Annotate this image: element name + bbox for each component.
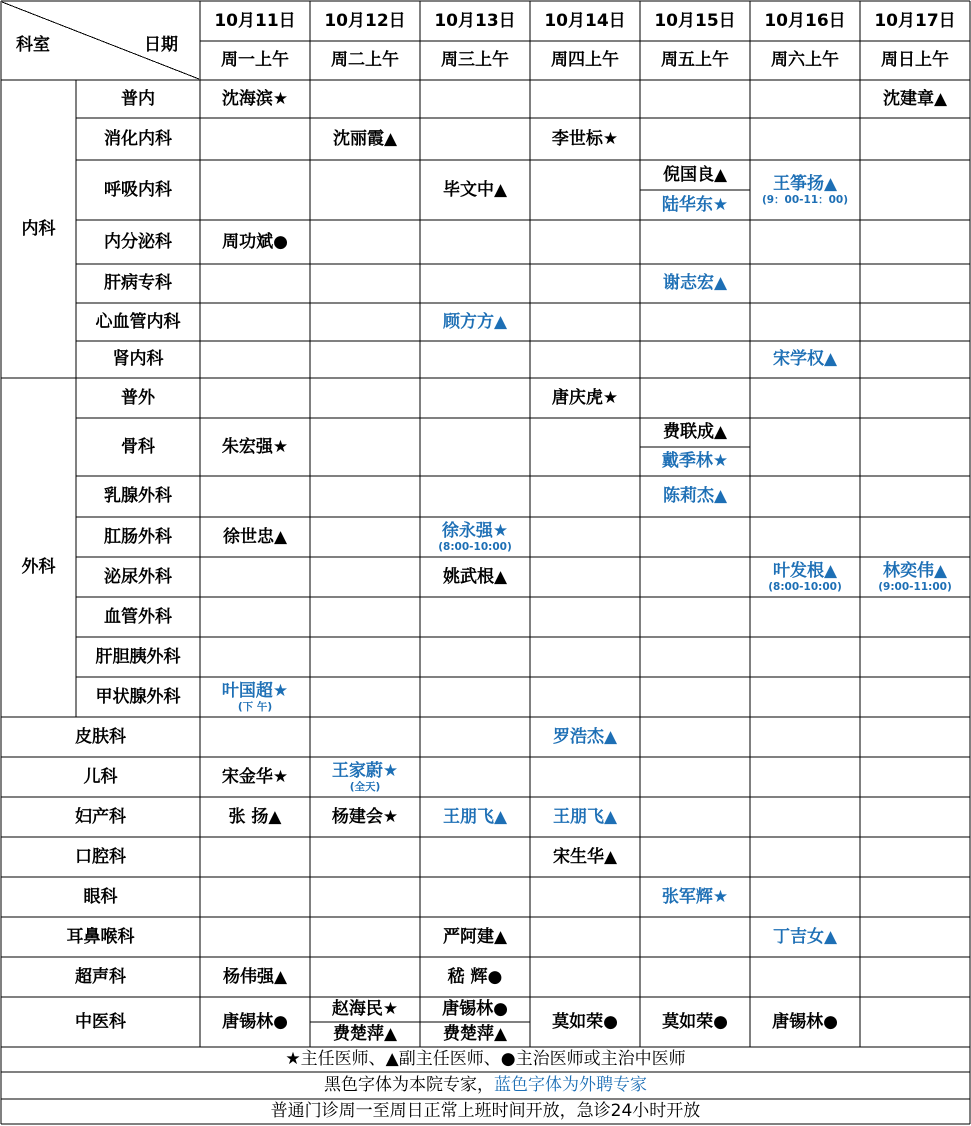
header-date: [640, 1, 750, 41]
doctor-name: 顾方方▲: [442, 311, 508, 332]
doctor-name: 周功斌●: [222, 231, 288, 252]
department-name-text: 耳鼻喉科: [66, 926, 135, 947]
doctor-name: 朱宏强★: [221, 436, 289, 457]
header-weekday: [750, 41, 860, 80]
header-weekday-text: 周二上午: [331, 50, 399, 71]
doctor-name: 莫如荣●: [552, 1011, 618, 1032]
doctor-slot: [420, 957, 530, 997]
doctor-name: 张军辉★: [661, 886, 729, 907]
doctor-slot: [640, 418, 750, 447]
doctor-name: 唐锡林●: [442, 999, 508, 1020]
doctor-name: 赵海民★: [331, 999, 399, 1020]
department-name-text: 肾内科: [112, 349, 164, 370]
doctor-slot: [200, 418, 310, 476]
header-date-text: 10月13日: [434, 10, 516, 31]
time-note: (8:00-10:00): [438, 540, 512, 553]
legend-font-colors: [0, 1074, 971, 1101]
department-name-text: 中医科: [75, 1011, 126, 1032]
header-weekday: [640, 41, 750, 80]
department-name: [1, 717, 200, 757]
header-weekday: [200, 41, 310, 80]
doctor-name: 谢志宏▲: [662, 273, 728, 294]
doctor-name: 叶国超★: [221, 680, 289, 701]
department-name-text: 内分泌科: [104, 231, 172, 252]
department-name-text: 超声科: [75, 966, 126, 987]
legend-title-levels: ★主任医师、▲副主任医师、●主治医师或主治中医师: [285, 1049, 686, 1069]
doctor-slot: [310, 757, 420, 797]
doctor-name: 戴季林★: [661, 451, 729, 472]
doctor-slot: [530, 717, 640, 757]
doctor-slot: [200, 80, 310, 118]
doctor-slot: [420, 1022, 530, 1047]
doctor-slot: [750, 997, 860, 1047]
department-name-text: 儿科: [83, 766, 118, 787]
department-name: [76, 160, 200, 220]
group-label: [1, 80, 76, 378]
doctor-name: 唐庆虎★: [551, 387, 619, 408]
legend-black-note: 黑色字体为本院专家，: [324, 1075, 494, 1095]
header-date: [530, 1, 640, 41]
doctor-slot: [750, 160, 860, 220]
header-date-text: 10月15日: [654, 10, 736, 31]
doctor-slot: [420, 303, 530, 341]
doctor-slot: [310, 118, 420, 160]
doctor-name: 王筝扬▲: [772, 173, 838, 194]
department-name: [76, 637, 200, 677]
doctor-name: 丁吉女▲: [772, 926, 838, 947]
header-date: [420, 1, 530, 41]
department-name-text: 消化内科: [104, 128, 172, 149]
department-name: [1, 757, 200, 797]
department-name-text: 甲状腺外科: [95, 686, 181, 707]
time-note: (8:00-10:00): [768, 580, 842, 593]
doctor-name: 叶发根▲: [772, 560, 838, 581]
doctor-slot: [640, 264, 750, 303]
doctor-slot: [530, 118, 640, 160]
doctor-slot: [750, 917, 860, 957]
header-date: [860, 1, 970, 41]
doctor-slot: [200, 957, 310, 997]
header-date-text: 10月14日: [544, 10, 626, 31]
department-name: [1, 877, 200, 917]
department-name-text: 肝胆胰外科: [95, 646, 181, 667]
header-weekday-text: 周一上午: [221, 50, 289, 71]
legend-opening-hours: 普通门诊周一至周日正常上班时间开放，急诊24小时开放: [270, 1101, 701, 1121]
department-name: [76, 677, 200, 717]
header-date-text: 10月11日: [214, 10, 296, 31]
department-name: [1, 997, 200, 1047]
department-name-text: 乳腺外科: [104, 486, 172, 507]
doctor-name: 严阿建▲: [442, 926, 508, 947]
doctor-slot: [640, 160, 750, 190]
doctor-slot: [310, 1022, 420, 1047]
department-name-text: 眼科: [83, 886, 118, 907]
department-name-text: 普外: [121, 387, 155, 408]
department-name-text: 肝病专科: [104, 273, 172, 294]
header-date: [750, 1, 860, 41]
doctor-slot: [640, 997, 750, 1047]
doctor-slot: [750, 557, 860, 597]
department-name: [76, 118, 200, 160]
doctor-name: 张 扬▲: [228, 806, 282, 827]
time-note: (9：00-11：00): [761, 193, 849, 206]
department-name: [76, 557, 200, 597]
department-name: [76, 220, 200, 264]
doctor-name: 沈丽霞▲: [332, 128, 398, 149]
doctor-slot: [420, 797, 530, 837]
time-note: (9:00-11:00): [878, 580, 952, 593]
department-name-text: 骨科: [121, 436, 155, 457]
doctor-name: 唐锡林●: [772, 1011, 838, 1032]
doctor-slot: [200, 517, 310, 557]
doctor-slot: [420, 917, 530, 957]
department-name: [1, 957, 200, 997]
doctor-name: 宋金华★: [221, 766, 289, 787]
doctor-name: 费楚萍▲: [442, 1024, 508, 1045]
doctor-slot: [420, 557, 530, 597]
header-date-text: 10月16日: [764, 10, 846, 31]
department-name-text: 血管外科: [104, 606, 172, 627]
header-weekday-text: 周四上午: [551, 50, 619, 71]
doctor-name: 莫如荣●: [662, 1011, 728, 1032]
header-weekday-text: 周三上午: [441, 50, 509, 71]
group-label-text: 内科: [21, 218, 56, 239]
doctor-slot: [420, 160, 530, 220]
doctor-slot: [310, 997, 420, 1022]
doctor-name: 姚武根▲: [442, 566, 508, 587]
doctor-slot: [200, 997, 310, 1047]
doctor-slot: [530, 837, 640, 877]
department-name: [76, 80, 200, 118]
doctor-name: 徐永强★: [441, 520, 509, 541]
corner-dept-label: 科室: [16, 35, 50, 55]
department-name: [76, 303, 200, 341]
department-name-text: 心血管内科: [95, 311, 181, 332]
doctor-slot: [860, 80, 970, 118]
doctor-name: 陆华东★: [661, 194, 729, 215]
doctor-name: 嵇 辉●: [447, 966, 503, 987]
header-weekday: [310, 41, 420, 80]
doctor-slot: [530, 997, 640, 1047]
department-name-text: 普内: [121, 88, 155, 109]
doctor-name: 林奕伟▲: [882, 560, 948, 581]
corner-date-label: 日期: [144, 35, 178, 55]
department-name: [1, 797, 200, 837]
group-label-text: 外科: [21, 557, 56, 578]
header-date-text: 10月12日: [324, 10, 406, 31]
doctor-slot: [420, 517, 530, 557]
header-date: [310, 1, 420, 41]
group-label: [1, 378, 76, 757]
doctor-name: 杨建会★: [331, 806, 399, 827]
legend-blue-note: 蓝色字体为外聘专家: [494, 1075, 647, 1095]
header-weekday-text: 周六上午: [771, 50, 839, 71]
doctor-slot: [640, 447, 750, 476]
department-name-text: 肛肠外科: [104, 526, 172, 547]
header-weekday-text: 周日上午: [881, 50, 949, 71]
doctor-name: 王朋飞▲: [552, 806, 618, 827]
doctor-slot: [200, 677, 310, 717]
doctor-slot: [640, 877, 750, 917]
header-date-text: 10月17日: [874, 10, 956, 31]
doctor-slot: [200, 220, 310, 264]
doctor-name: 倪国良▲: [662, 164, 728, 185]
doctor-slot: [200, 757, 310, 797]
department-name: [76, 517, 200, 557]
department-name: [76, 264, 200, 303]
doctor-name: 王朋飞▲: [442, 806, 508, 827]
header-weekday: [860, 41, 970, 80]
doctor-name: 宋学权▲: [772, 349, 838, 370]
doctor-name: 杨伟强▲: [222, 966, 288, 987]
doctor-name: 毕文中▲: [442, 179, 508, 200]
doctor-slot: [200, 797, 310, 837]
doctor-name: 唐锡林●: [222, 1011, 288, 1032]
header-date: [200, 1, 310, 41]
department-name-text: 呼吸内科: [104, 179, 172, 200]
header-weekday: [420, 41, 530, 80]
department-name-text: 妇产科: [75, 806, 126, 827]
doctor-slot: [640, 476, 750, 517]
department-name: [76, 378, 200, 418]
department-name-text: 口腔科: [75, 846, 126, 867]
doctor-slot: [310, 797, 420, 837]
department-name-text: 泌尿外科: [104, 566, 172, 587]
department-name: [76, 476, 200, 517]
doctor-name: 王家蔚★: [331, 760, 399, 781]
doctor-name: 徐世忠▲: [222, 526, 288, 547]
department-name: [1, 917, 200, 957]
department-name: [76, 597, 200, 637]
department-name: [1, 837, 200, 877]
doctor-name: 李世标★: [551, 128, 619, 149]
doctor-slot: [640, 190, 750, 220]
department-name: [76, 341, 200, 378]
time-note: (下 午): [237, 700, 273, 713]
doctor-slot: [420, 997, 530, 1022]
doctor-name: 罗浩杰▲: [552, 726, 618, 747]
doctor-slot: [530, 797, 640, 837]
doctor-name: 宋生华▲: [552, 846, 618, 867]
doctor-name: 费楚萍▲: [332, 1024, 398, 1045]
doctor-slot: [860, 557, 970, 597]
time-note: (全天): [349, 780, 381, 793]
doctor-slot: [750, 341, 860, 378]
doctor-name: 沈海滨★: [221, 88, 289, 109]
header-weekday-text: 周五上午: [661, 50, 729, 71]
department-name: [76, 418, 200, 476]
doctor-slot: [530, 378, 640, 418]
doctor-name: 费联成▲: [662, 422, 728, 443]
doctor-name: 陈莉杰▲: [662, 486, 728, 507]
header-weekday: [530, 41, 640, 80]
department-name-text: 皮肤科: [75, 726, 126, 747]
doctor-name: 沈建章▲: [882, 88, 948, 109]
